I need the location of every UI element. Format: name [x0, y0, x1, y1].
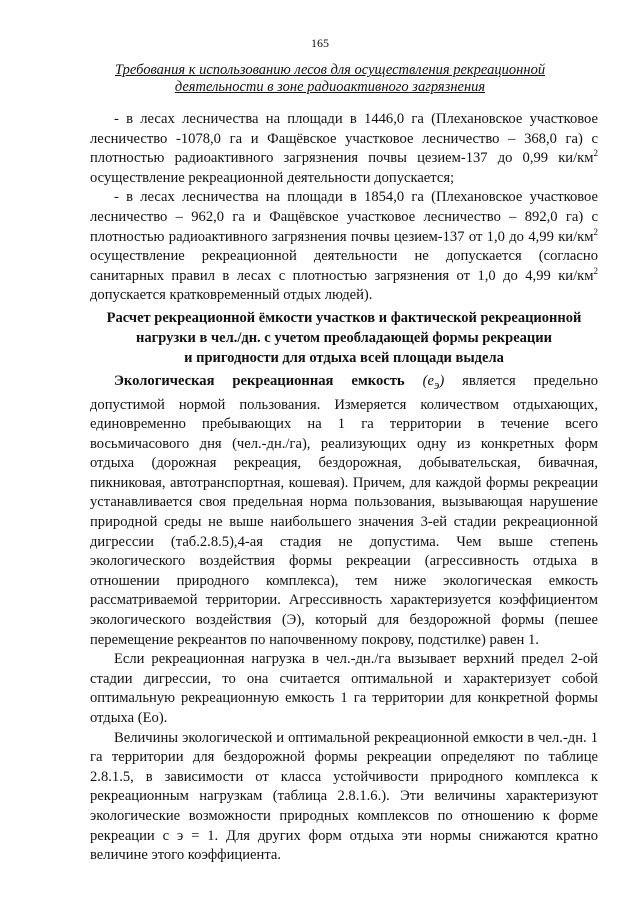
- contamination-list: [90, 110, 598, 306]
- term-ecological-capacity: Экологическая рекреационная емкость: [114, 373, 405, 389]
- section-title-line-3: и пригодности для отдыха всей площади выдела: [184, 350, 504, 366]
- running-header-line-1: Требования к использованию лесов для осуществления рекреационной: [114, 62, 546, 78]
- paragraph-ecological-capacity: [90, 372, 598, 650]
- symbol-open: (е: [422, 373, 434, 389]
- list-item: [90, 110, 598, 188]
- body-text: [90, 372, 598, 866]
- section-title: [90, 308, 598, 368]
- list-item-text: - в лесах лесничества на площади в 1854,0 га (Плехановское участковое лесничество – 962,0 га и Фащёвское участковое лесничество – 892,0 га) с плотностью радиоактивного загрязнения почвы цезием-137 от 1,0 до 4,99 ки/км: [90, 189, 598, 245]
- list-item-text: осуществление рекреационной деятельности не допускается (согласно санитарных правил в лесах с плотностью загрязнения от 1,0 до 4,99 ки/км: [90, 248, 598, 284]
- superscript: 2: [593, 265, 598, 276]
- superscript: 2: [593, 148, 598, 159]
- list-item-text: - в лесах лесничества на площади в 1446,0 га (Плехановское участковое лесничество -1078,0 га и Фащёвское участковое лесничество – 368,0 га) с плотностью радиоактивного загрязнения почвы цезием-137 до 0,99 ки/км: [90, 111, 598, 167]
- section-title-line-1: Расчет рекреационной ёмкости участков и фактической рекреационной: [106, 310, 582, 326]
- paragraph-text: является предельно допустимой нормой пользования. Измеряется количеством отдыхающих, единовременно пребывающих на 1 га территории в течение всего восьмичасового дня (чел.-дн./га), реализующих одну из конкретных форм отдыха (дорожная рекреация, бездорожная, добывательская, бивачная, пикниковая, автотранспортная, кошевая). Причем, для каждой формы рекреации устанавливается своя предельная норма пользования, вызывающая нарушение природной среды не выше наибольшего значения 3-ей стадии рекреационной дигрессии (таб.2.8.5),4-ая стадия не допустима. Чем выше степень экологического воздействия формы рекреации (агрессивность отдыха в отношении природного комплекса), тем ниже экологическая емкость рассматриваемой территории. Агрессивность характеризуется коэффициентом экологического воздействия (Э), который для бездорожной формы (пешее перемещение рекреантов по напочвенному покрову, подстилке) равен 1.: [90, 373, 599, 648]
- section-title-line-2: нагрузки в чел./дн. с учетом преобладающей формы рекреации: [136, 330, 552, 346]
- list-item: [90, 188, 598, 306]
- page-number: 165: [311, 36, 329, 50]
- paragraph-optimal-capacity: Если рекреационная нагрузка в чел.-дн./га вызывает верхний предел 2-ой стадии дигрессии, то она считается оптимальной и характеризует собой оптимальную рекреационную емкость 1 га территории для конкретной формы отдыха (Ео).: [90, 651, 598, 726]
- symbol-subscript: э: [433, 377, 440, 392]
- running-header-line-2: деятельности в зоне радиоактивного загрязнения: [174, 79, 486, 95]
- symbol-e: [422, 373, 445, 392]
- superscript: 2: [593, 226, 598, 237]
- list-item-text: осуществление рекреационной деятельности допускается;: [90, 169, 455, 186]
- running-header: [100, 62, 560, 96]
- symbol-close: ): [439, 373, 445, 389]
- list-item-text: допускается кратковременный отдых людей).: [90, 287, 373, 304]
- paragraph-capacity-values: Величины экологической и оптимальной рекреационной емкости в чел.-дн. 1 га территории для бездорожной формы рекреации определяют по таблице 2.8.1.5, в зависимости от класса устойчивости природного комплекса к рекреационным нагрузкам (таблица 2.8.1.6.). Эти величины характеризуют экологические возможности природных комплексов по отношению к форме рекреации с э = 1. Для других форм отдыха эти нормы снижаются кратно величине этого коэффициента.: [90, 729, 598, 864]
